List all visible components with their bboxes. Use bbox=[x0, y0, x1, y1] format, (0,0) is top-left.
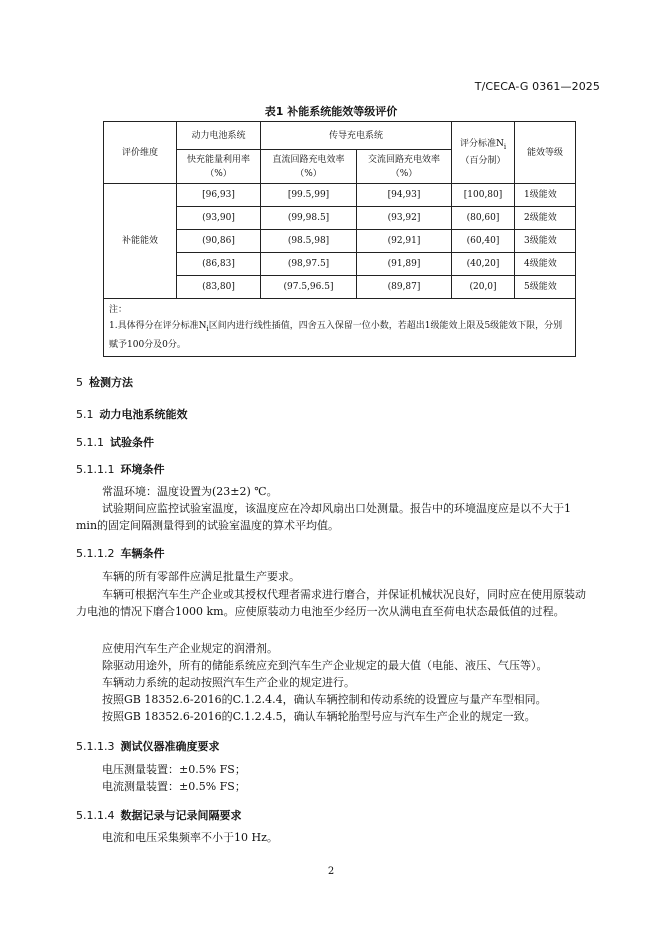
document-code: T/CECA-G 0361—2025 bbox=[474, 80, 600, 93]
cell-fast: [96,93] bbox=[177, 184, 261, 207]
cell-level: 4级能效 bbox=[515, 253, 576, 276]
section-5-1-1-3-heading: 5.1.1.3 测试仪器准确度要求 bbox=[76, 740, 220, 753]
paragraph: 试验期间应监控试验室温度，该温度应在冷却风扇出口处测量。报告中的环境温度应是以不大于1 min的固定间隔测量得到的试验室温度的算术平均值。 bbox=[76, 502, 571, 532]
cell-fast: (86,83] bbox=[177, 253, 261, 276]
cell-fast: (93,90] bbox=[177, 207, 261, 230]
cell-dc: [99.5,99] bbox=[261, 184, 357, 207]
section-5-1-heading: 5.1 动力电池系统能效 bbox=[76, 408, 188, 421]
cell-ac: (91,89] bbox=[357, 253, 452, 276]
header-ac-efficiency: 交流回路充电效率 （%） bbox=[357, 150, 452, 184]
cell-score: (80,60] bbox=[452, 207, 515, 230]
cell-dc: (99,98.5] bbox=[261, 207, 357, 230]
cell-level: 5级能效 bbox=[515, 276, 576, 299]
cell-fast: (83,80] bbox=[177, 276, 261, 299]
table-title: 表1 补能系统能效等级评价 bbox=[264, 105, 398, 118]
table-note: 注： 1.具体得分在评分标准$N_i$区间内进行线性插值，四舍五入保留一位小数，若超出1级能效上限及5级能效下限，分别赋予100分及0分。 bbox=[104, 299, 576, 357]
paragraph: 车辆的所有零部件应满足批量生产要求。 bbox=[102, 570, 300, 583]
cell-score: (40,20] bbox=[452, 253, 515, 276]
cell-dc: (98,97.5] bbox=[261, 253, 357, 276]
header-battery-system: 动力电池系统 bbox=[177, 122, 261, 150]
paragraph: 电流测量装置：±0.5% FS； bbox=[102, 780, 246, 793]
cell-dc: (98.5,98] bbox=[261, 230, 357, 253]
section-5-1-1-1-heading: 5.1.1.1 环境条件 bbox=[76, 463, 165, 476]
paragraph: 应使用汽车生产企业规定的润滑剂。 bbox=[102, 642, 278, 655]
paragraph: 常温环境：温度设置为(23±2) ℃。 bbox=[102, 485, 278, 498]
cell-dc: (97.5,96.5] bbox=[261, 276, 357, 299]
section-5-1-1-2-heading: 5.1.1.2 车辆条件 bbox=[76, 547, 165, 560]
table-note-row bbox=[104, 299, 576, 357]
paragraph: 除驱动用途外，所有的储能系统应充到汽车生产企业规定的最大值（电能、液压、气压等）。 bbox=[102, 659, 548, 672]
cell-ac: (89,87] bbox=[357, 276, 452, 299]
cell-fast: (90,86] bbox=[177, 230, 261, 253]
header-score-standard: 评分标准$N_i$ （百分制） bbox=[452, 122, 515, 184]
paragraph: 按照GB 18352.6-2016的C.1.2.4.4，确认车辆控制和传动系统的设置应与量产车型相同。 bbox=[102, 693, 547, 706]
section-5-1-1-heading: 5.1.1 试验条件 bbox=[76, 436, 154, 449]
header-efficiency-level: 能效等级 bbox=[515, 122, 576, 184]
cell-ac: [94,93] bbox=[357, 184, 452, 207]
page-number: 2 bbox=[327, 866, 335, 877]
cell-level: 3级能效 bbox=[515, 230, 576, 253]
paragraph: 电流和电压采集频率不小于10 Hz。 bbox=[102, 831, 278, 844]
cell-score: (60,40] bbox=[452, 230, 515, 253]
dimension-cell: 补能能效 bbox=[104, 184, 177, 299]
cell-ac: (92,91] bbox=[357, 230, 452, 253]
header-fast-charge: 快充能量利用率 （%） bbox=[177, 150, 261, 184]
cell-ac: (93,92] bbox=[357, 207, 452, 230]
header-charging-system: 传导充电系统 bbox=[261, 122, 452, 150]
paragraph: 电压测量装置：±0.5% FS； bbox=[102, 763, 246, 776]
section-5-heading: 5 检测方法 bbox=[76, 376, 133, 389]
paragraph: 按照GB 18352.6-2016的C.1.2.4.5，确认车辆轮胎型号应与汽车生产企业的规定一致。 bbox=[102, 710, 536, 723]
paragraph: 车辆动力系统的起动按照汽车生产企业的规定进行。 bbox=[102, 676, 355, 689]
paragraph: 车辆可根据汽车生产企业或其授权代理者需求进行磨合，并保证机械状况良好，同时应在使用原装动 力电池的情况下磨合1000 km。应使原装动力电池至少经历一次从满电直至荷电状态最低值的过程。 bbox=[76, 588, 586, 618]
table-row bbox=[104, 184, 576, 207]
efficiency-grade-table bbox=[103, 121, 576, 357]
cell-level: 2级能效 bbox=[515, 207, 576, 230]
cell-level: 1级能效 bbox=[515, 184, 576, 207]
section-5-1-1-4-heading: 5.1.1.4 数据记录与记录间隔要求 bbox=[76, 809, 242, 822]
cell-score: [100,80] bbox=[452, 184, 515, 207]
table-header-row bbox=[104, 122, 576, 150]
cell-score: (20,0] bbox=[452, 276, 515, 299]
header-dc-efficiency: 直流回路充电效率 （%） bbox=[261, 150, 357, 184]
header-dimension: 评价维度 bbox=[104, 122, 177, 184]
